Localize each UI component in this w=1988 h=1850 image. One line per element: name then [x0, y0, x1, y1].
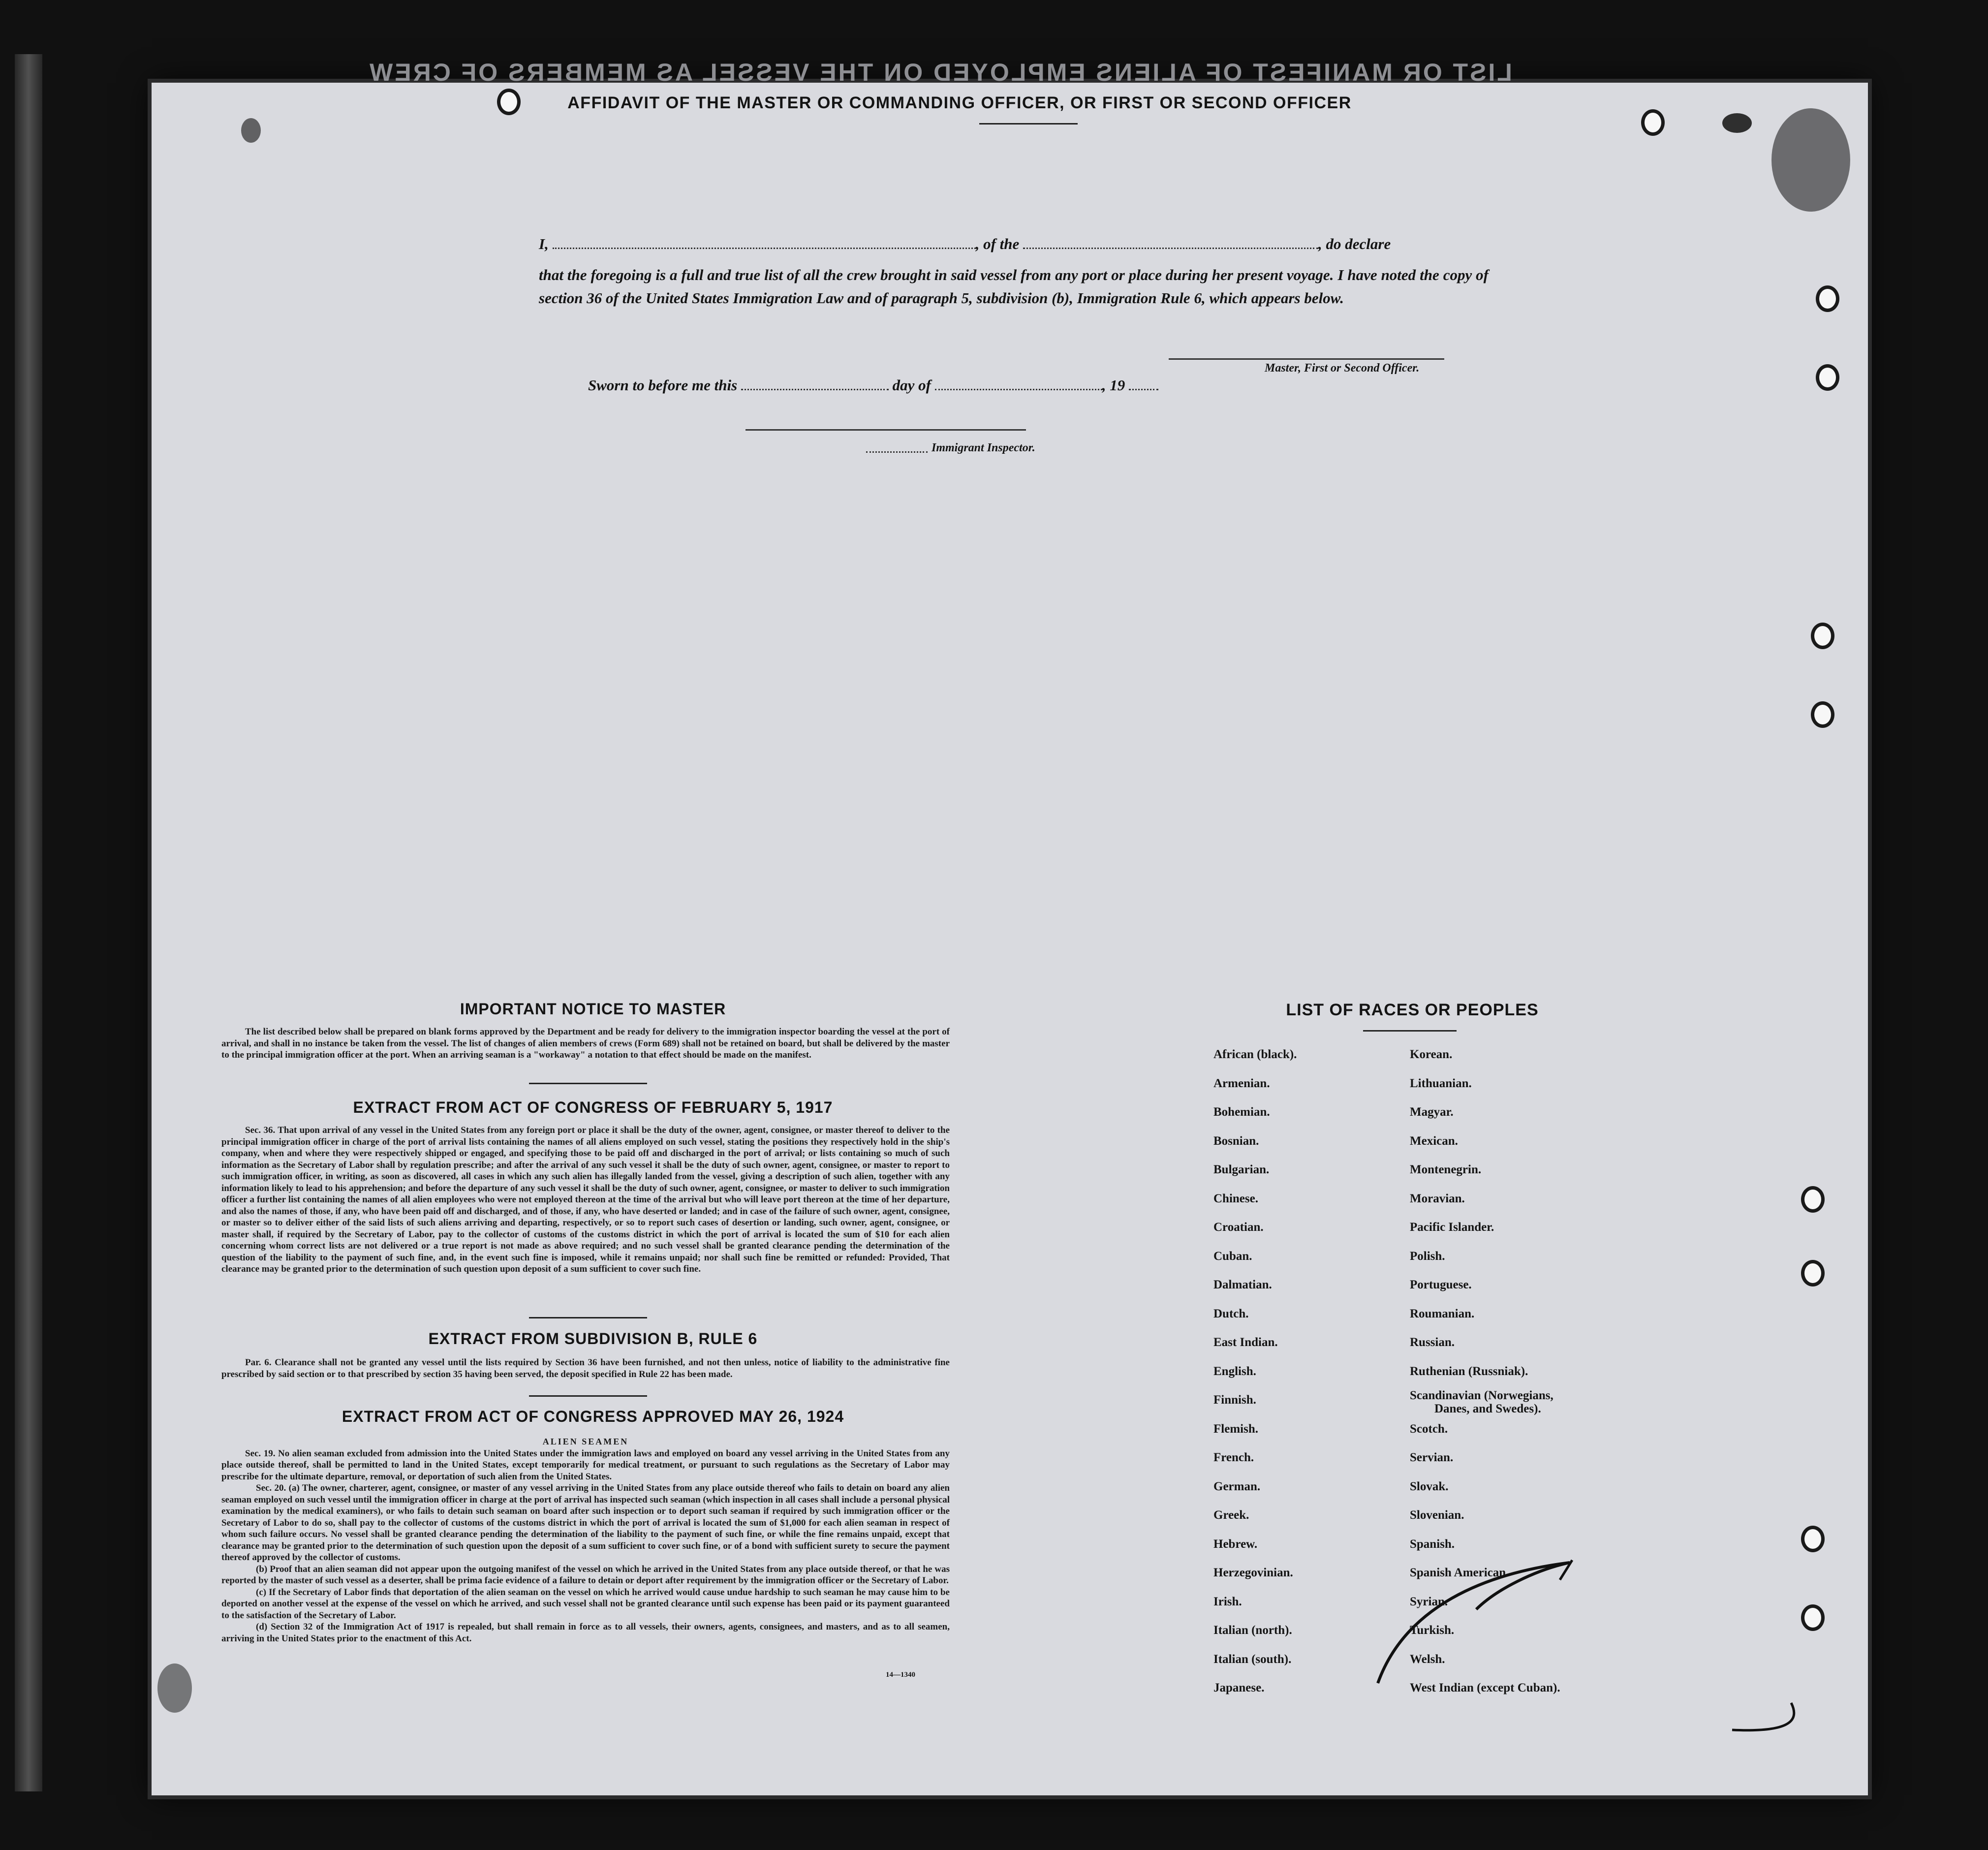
race-item: French. — [1213, 1451, 1254, 1464]
section-36-paragraph: Sec. 36. That upon arrival of any vessel in the United States from any foreign port or place it shall be the duty of the owner, agent, consignee, or master thereof to deliver to the principal immigration officer in charge of the port of arrival lists containing the names of all aliens employed on such vessel, stating the positions they respectively hold in the ship's company, when and where they were respectively shipped or engaged, and specifying those to be paid off and discharged in the port of arrival; or lists containing so much of such information as the Secretary of Labor shall by regulation prescribe; and after the arrival of any such vessel it shall be the duty of such owner, agent, consignee, or master to report to such immigration officer, in writing, as soon as discovered, all cases in which any such alien has illegally landed from the vessel, giving a description of such alien, together with any information likely to lead to his apprehension; and before the departure of any such vessel it shall be the duty of such owner, agent, consignee, or master to deliver to such immigration officer a further list containing the names of all alien employees who were not employed thereon at the time of the arrival but who will leave port thereon at the time of her departure, and also the names of those, if any, who have been paid off and discharged, and of those, if any, who have deserted or landed; and in case of the failure of such owner, agent, consignee, or master so to deliver either of the said lists of such aliens arriving and departing, respectively, or so to report such cases of desertion or landing, such owner, agent, consignee, or master shall, if required by the Secretary of Labor, pay to the collector of customs of the customs district in which the port of arrival is located the sum of $10 for each alien concerning whom correct lists are not delivered or a true report is not made as above required; and no such vessel shall be granted clearance pending the determination of the question of the liability to the payment of such fine, and, in the event such fine is imposed, while it remains unpaid; nor shall such fine be remitted or refunded: Provided, That clearance may be granted prior to the determination of such question upon deposit of a sum sufficient to cover such fine. — [221, 1125, 950, 1274]
punch-hole — [1801, 1260, 1825, 1286]
race-item: Dalmatian. — [1213, 1278, 1272, 1291]
race-item: Finnish. — [1213, 1393, 1256, 1407]
race-item: Italian (north). — [1213, 1624, 1292, 1637]
race-item: Japanese. — [1213, 1681, 1265, 1694]
affidavit-of-the: , of the — [975, 235, 1020, 252]
ink-smudge — [1771, 108, 1850, 212]
race-item: Korean. — [1410, 1048, 1453, 1061]
year-blank — [1129, 378, 1158, 390]
affidavit-title: AFFIDAVIT OF THE MASTER OR COMMANDING OFFICER, OR FIRST OR SECOND OFFICER — [567, 94, 1352, 112]
race-item: Spanish. — [1410, 1537, 1455, 1551]
race-item: Magyar. — [1410, 1105, 1454, 1119]
inspector-label: Immigrant Inspector. — [932, 441, 1035, 454]
race-item: Polish. — [1410, 1250, 1445, 1263]
race-item: Montenegrin. — [1410, 1163, 1482, 1176]
act-1924-text — [221, 1436, 950, 1644]
race-item: Bosnian. — [1213, 1134, 1259, 1148]
affidavit-i: I, — [539, 235, 549, 252]
alien-seamen-subtitle: ALIEN SEAMEN — [542, 1437, 629, 1446]
race-item: Lithuanian. — [1410, 1077, 1472, 1090]
notice-title: IMPORTANT NOTICE TO MASTER — [460, 1000, 726, 1018]
race-item: Moravian. — [1410, 1192, 1465, 1205]
race-item: Slovenian. — [1410, 1508, 1464, 1522]
punch-hole — [1811, 701, 1834, 728]
race-item: Ruthenian (Russniak). — [1410, 1365, 1528, 1378]
divider — [529, 1317, 647, 1318]
act-1924-title: EXTRACT FROM ACT OF CONGRESS APPROVED MAY 26, 1924 — [342, 1408, 844, 1425]
sworn-label: Sworn to before me this — [588, 376, 738, 394]
sec20a-paragraph: Sec. 20. (a) The owner, charterer, agent, consignee, or master of any vessel arriving in the United States from any place outside thereof who fails to detain on board any alien seaman employed on such vessel until the immigration officer in charge at the port of arrival has inspected such seaman (which inspection in all cases shall include a personal physical examination by the medical examiners), or who fails to detain such seaman on board after such inspection or to deport such seaman if required by such immigration officer or the Secretary of Labor to do so, shall pay to the collector of customs of the customs district in which the port of arrival is located the sum of $1,000 for each alien seaman in respect of whom such failure occurs. No vessel shall be granted clearance pending the determination of the liability to the payment of such fine, or while the fine remains unpaid, except that clearance may be granted prior to the determination of such question upon the deposit of a sum sufficient to cover such fine, or of a bond with sufficient surety to secure the payment thereof approved by the collector of customs. — [221, 1483, 950, 1563]
inspector-dots — [866, 440, 928, 453]
race-item: Irish. — [1213, 1595, 1242, 1608]
race-item: English. — [1213, 1365, 1256, 1378]
race-item: Herzegovinian. — [1213, 1566, 1293, 1579]
month-blank — [935, 378, 1102, 390]
race-item: Spanish American. — [1410, 1566, 1509, 1579]
race-item: Cuban. — [1213, 1250, 1252, 1263]
affidavit-body: that the foregoing is a full and true list of all the crew brought in said vessel from any port or place during her present voyage. I have noted the copy of section 36 of the United States Immigration Law and of paragraph 5, subdivision (b), Immigration Rule 6, which appears below. — [539, 266, 1489, 307]
divider — [1363, 1030, 1457, 1032]
sec20c-paragraph: (c) If the Secretary of Labor finds that deportation of the alien seaman on the vessel on which he arrived would cause undue hardship to such seaman he may cause him to be deported on another vessel at the expense of the vessel on which he arrived, and such vessel shall not be granted clearance until such expense has been paid or its payment guaranteed to the satisfaction of the Secretary of Labor. — [221, 1587, 950, 1621]
bleed-through-title: LIST OR MANIFEST OF ALIENS EMPLOYED ON THE VESSEL AS MEMBERS OF CREW — [368, 59, 1512, 86]
form-number: 14—1340 — [886, 1671, 915, 1679]
punch-hole — [1816, 285, 1839, 312]
punch-hole — [1811, 623, 1834, 649]
races-title: LIST OF RACES OR PEOPLES — [1286, 1001, 1539, 1019]
sec20d-paragraph: (d) Section 32 of the Immigration Act of 1917 is repealed, but shall remain in force as to all vessels, their owners, agents, consignees, and masters, and as to all seamen, arriving in the United States prior to the enactment of this Act. — [221, 1622, 950, 1644]
race-item: Italian (south). — [1213, 1653, 1292, 1666]
punch-hole — [1641, 109, 1665, 136]
rule6-title: EXTRACT FROM SUBDIVISION B, RULE 6 — [428, 1330, 758, 1348]
race-item: Portuguese. — [1410, 1278, 1472, 1291]
divider — [529, 1395, 647, 1397]
divider — [529, 1083, 647, 1084]
race-item: Welsh. — [1410, 1653, 1445, 1666]
ink-smudge — [157, 1663, 192, 1713]
race-item: Roumanian. — [1410, 1307, 1475, 1320]
affidavit-declare: , do declare — [1318, 235, 1391, 252]
race-item: Mexican. — [1410, 1134, 1458, 1148]
race-item: Armenian. — [1213, 1077, 1270, 1090]
ink-smudge — [241, 118, 261, 143]
rule6-paragraph: Par. 6. Clearance shall not be granted any vessel until the lists required by Section 36 have been furnished, and not then unless, notice of liability to the administrative fine prescribed by said section or to that prescribed by section 35 having been served, the deposit specified in Rule 22 has been made. — [221, 1357, 950, 1380]
punch-hole — [1816, 364, 1839, 391]
sec20b-paragraph: (b) Proof that an alien seaman did not appear upon the outgoing manifest of the vessel on which he arrived in the United States from any place outside thereof, or that he was reported by the master of such vessel as a deserter, shall be prima facie evidence of a failure to detain or deport after requirement by the immigration officer or the Secretary of Labor. — [221, 1564, 950, 1586]
race-item: Scotch. — [1410, 1422, 1448, 1436]
sworn-line — [588, 376, 1158, 394]
inspector-signature-line — [746, 429, 1026, 431]
race-item: African (black). — [1213, 1048, 1297, 1061]
race-item: Bohemian. — [1213, 1105, 1270, 1119]
race-item: Hebrew. — [1213, 1537, 1258, 1551]
name-blank — [553, 237, 976, 249]
act-1917-text — [221, 1125, 950, 1275]
race-item: Danes, and Swedes). — [1434, 1402, 1541, 1415]
race-item: Dutch. — [1213, 1307, 1249, 1320]
race-item: Servian. — [1410, 1451, 1454, 1464]
punch-hole — [1801, 1186, 1825, 1213]
master-signature-line — [1169, 358, 1444, 360]
rule6-text — [221, 1357, 950, 1380]
race-item: Pacific Islander. — [1410, 1221, 1494, 1234]
pen-stroke-mark — [1348, 1516, 1821, 1742]
divider — [979, 123, 1078, 125]
binder-edge — [15, 54, 42, 1791]
race-item: Russian. — [1410, 1336, 1455, 1349]
vessel-blank — [1023, 237, 1318, 249]
day-of-label: day of — [892, 376, 931, 394]
race-item: East Indian. — [1213, 1336, 1278, 1349]
race-item: Syrian. — [1410, 1595, 1448, 1608]
affidavit-declaration-line — [539, 235, 1391, 253]
race-item: Chinese. — [1213, 1192, 1258, 1205]
notice-text — [221, 1026, 950, 1061]
master-label: Master, First or Second Officer. — [1265, 362, 1420, 375]
race-item: Greek. — [1213, 1508, 1249, 1522]
sec19-paragraph: Sec. 19. No alien seaman excluded from admission into the United States under the immigration laws and employed on board any vessel arriving in the United States from any place outside thereof, shall be permitted to land in the United States, except temporarily for medical treatment, or pursuant to such regulations as the Secretary of Labor may prescribe for the ultimate departure, removal, or deportation of such alien from the United States. — [221, 1448, 950, 1482]
ink-smudge — [1722, 113, 1752, 133]
race-item: Bulgarian. — [1213, 1163, 1270, 1176]
day-blank — [741, 378, 889, 390]
notice-paragraph: The list described below shall be prepared on blank forms approved by the Department and be ready for delivery to the immigration inspector boarding the vessel at the port of arrival, and shall in no instance be taken from the vessel. The list of changes of alien members of crews (Form 689) shall not be retained on board, but shall be delivered by the master to the principal immigration officer at the port. When an arriving seaman is a "workaway" a notation to that effect should be made on the manifest. — [221, 1027, 950, 1060]
race-item: Slovak. — [1410, 1480, 1449, 1493]
race-item: West Indian (except Cuban). — [1410, 1681, 1560, 1694]
year-prefix: , 19 — [1102, 376, 1125, 394]
race-item: Scandinavian (Norwegians, — [1410, 1389, 1553, 1402]
race-item: German. — [1213, 1480, 1261, 1493]
act-1917-title: EXTRACT FROM ACT OF CONGRESS OF FEBRUARY 5, 1917 — [353, 1098, 833, 1116]
race-item: Turkish. — [1410, 1624, 1455, 1637]
race-item: Flemish. — [1213, 1422, 1258, 1436]
race-item: Croatian. — [1213, 1221, 1264, 1234]
